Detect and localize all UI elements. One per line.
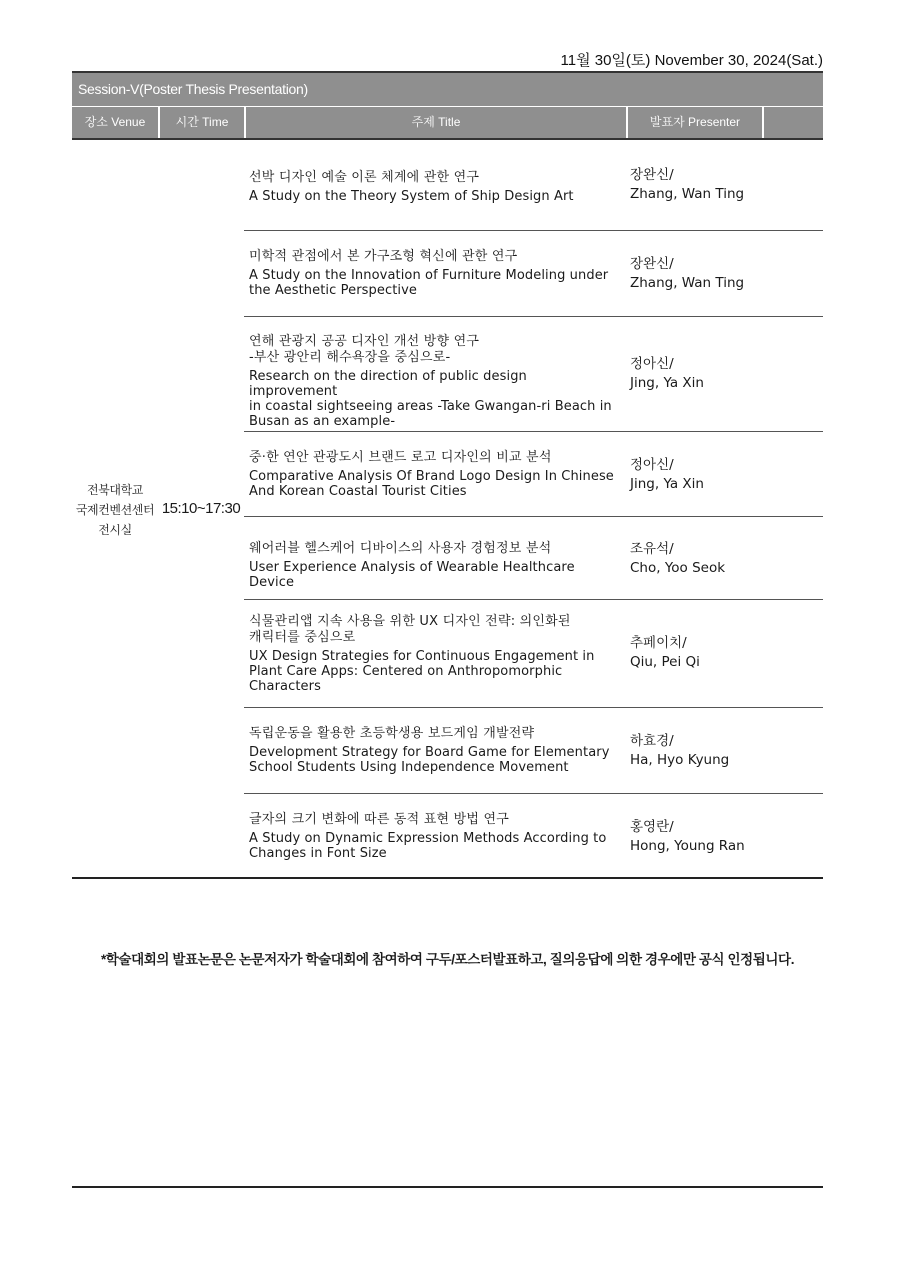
title-line: UX Design Strategies for Continuous Engagement in [249,649,595,664]
title-line: Changes in Font Size [249,846,387,861]
title-line: the Aesthetic Perspective [249,283,418,298]
paper-title-english [249,469,619,499]
header-venue: 장소 Venue [84,115,146,129]
presenter-line: 하효경/ [630,733,674,749]
venue-cell [72,480,158,540]
title-line: Comparative Analysis Of Brand Logo Design In Chinese [249,469,614,484]
presenter-line: Ha, Hyo Kyung [630,752,730,768]
paper-title [249,614,619,694]
presenter-line: Jing, Ya Xin [630,476,704,492]
header-title: 주제 Title [411,115,461,129]
paper-title-korean [249,614,619,646]
table-bottom-rule [72,877,823,879]
row-divider [244,316,823,317]
title-line: 독립운동을 활용한 초등학생용 보드게임 개발전략 [249,726,535,741]
title-line: in coastal sightseeing areas -Take Gwangan-ri Beach in [249,399,612,414]
presenter-line: Cho, Yoo Seok [630,560,726,576]
title-line: Development Strategy for Board Game for Elementary [249,745,610,760]
title-line: School Students Using Independence Movement [249,760,569,775]
paper-presenter [630,355,820,393]
footnote: *학술대회의 발표논문은 논문저자가 학술대회에 참여하여 구두/포스터발표하고, 질의응답에 의한 경우에만 공식 인정됩니다. [100,952,795,967]
title-line: User Experience Analysis of Wearable Healthcare Device [249,560,575,590]
paper-title-korean [249,541,619,557]
paper-presenter [630,818,820,856]
presenter-line: 장완신/ [630,256,674,272]
header-presenter: 발표자 Presenter [649,115,741,129]
paper-title-korean [249,812,619,828]
presenter-line: Zhang, Wan Ting [630,186,745,202]
paper-row [244,142,823,230]
venue-line: 전시실 [98,523,132,537]
presenter-line: 정아신/ [630,356,674,372]
title-line: 웨어러블 헬스케어 디바이스의 사용자 경험정보 분석 [249,541,552,556]
paper-title-english [249,369,619,429]
paper-presenter [630,634,820,672]
paper-title-english [249,831,619,861]
presenter-line: 정아신/ [630,457,674,473]
title-line: Plant Care Apps: Centered on Anthropomorphic [249,664,563,679]
paper-title-korean [249,249,619,265]
paper-title-english [249,649,619,694]
paper-presenter [630,540,820,578]
presenter-line: Jing, Ya Xin [630,375,704,391]
session-title: Session-V(Poster Thesis Presentation) [78,81,308,97]
presenter-line: 조유석/ [630,541,674,557]
presenter-line: Hong, Young Ran [630,838,745,854]
paper-row [244,708,823,793]
paper-title [249,541,619,590]
paper-title-korean [249,726,619,742]
title-line: 식물관리앱 지속 사용을 위한 UX 디자인 전략: 의인화된 [249,614,571,629]
paper-row [244,317,823,431]
title-line: A Study on the Innovation of Furniture Modeling under [249,268,609,283]
presenter-line: 홍영란/ [630,819,674,835]
paper-row [244,794,823,877]
title-line: Busan as an example- [249,414,396,429]
presenter-line: Qiu, Pei Qi [630,654,700,670]
title-line: 중·한 연안 관광도시 브랜드 로고 디자인의 비교 분석 [249,450,552,465]
paper-presenter [630,732,820,770]
paper-presenter [630,456,820,494]
venue-line: 전북대학교 [87,483,143,497]
title-line: 미학적 관점에서 본 가구조형 혁신에 관한 연구 [249,249,518,264]
presenter-line: Zhang, Wan Ting [630,275,745,291]
paper-title [249,334,619,429]
table-header-row [72,107,823,140]
title-line: And Korean Coastal Tourist Cities [249,484,467,499]
header-divider [762,107,764,138]
paper-title [249,249,619,298]
paper-title [249,170,619,204]
title-line: 글자의 크기 변화에 따른 동적 표현 방법 연구 [249,812,509,827]
paper-title-english [249,189,619,204]
title-line: 선박 디자인 예술 이론 체계에 관한 연구 [249,170,480,185]
paper-title-korean [249,334,619,366]
paper-title [249,726,619,775]
title-line: Characters [249,679,321,694]
row-divider [244,707,823,708]
paper-row [244,600,823,707]
time-cell: 15:10~17:30 [161,500,241,517]
paper-title-english [249,560,619,590]
header-time: 시간 Time [175,115,229,129]
page-bottom-rule [72,1186,823,1188]
row-divider [244,431,823,432]
paper-row [244,231,823,316]
paper-row [244,518,823,599]
paper-title-korean [249,170,619,186]
paper-title-english [249,268,619,298]
paper-row [244,432,823,517]
row-divider [244,230,823,231]
row-divider [244,793,823,794]
paper-presenter [630,255,820,293]
venue-line: 국제컨벤션센터 [75,503,155,517]
title-line: 캐릭터를 중심으로 [249,630,356,645]
row-divider [244,599,823,600]
presenter-line: 추페이치/ [630,635,687,651]
paper-title [249,450,619,499]
date-line: 11월 30일(토) November 30, 2024(Sat.) [560,52,823,69]
paper-title-english [249,745,619,775]
title-line: -부산 광안리 해수욕장을 중심으로- [249,350,451,365]
row-divider [244,516,823,517]
paper-title-korean [249,450,619,466]
title-line: 연해 관광지 공공 디자인 개선 방향 연구 [249,334,480,349]
presenter-line: 장완신/ [630,167,674,183]
title-line: A Study on Dynamic Expression Methods According to [249,831,607,846]
title-line: Research on the direction of public design improvement [249,369,527,399]
session-title-bar [72,71,823,106]
title-line: A Study on the Theory System of Ship Design Art [249,189,574,204]
paper-presenter [630,166,820,204]
paper-title [249,812,619,861]
